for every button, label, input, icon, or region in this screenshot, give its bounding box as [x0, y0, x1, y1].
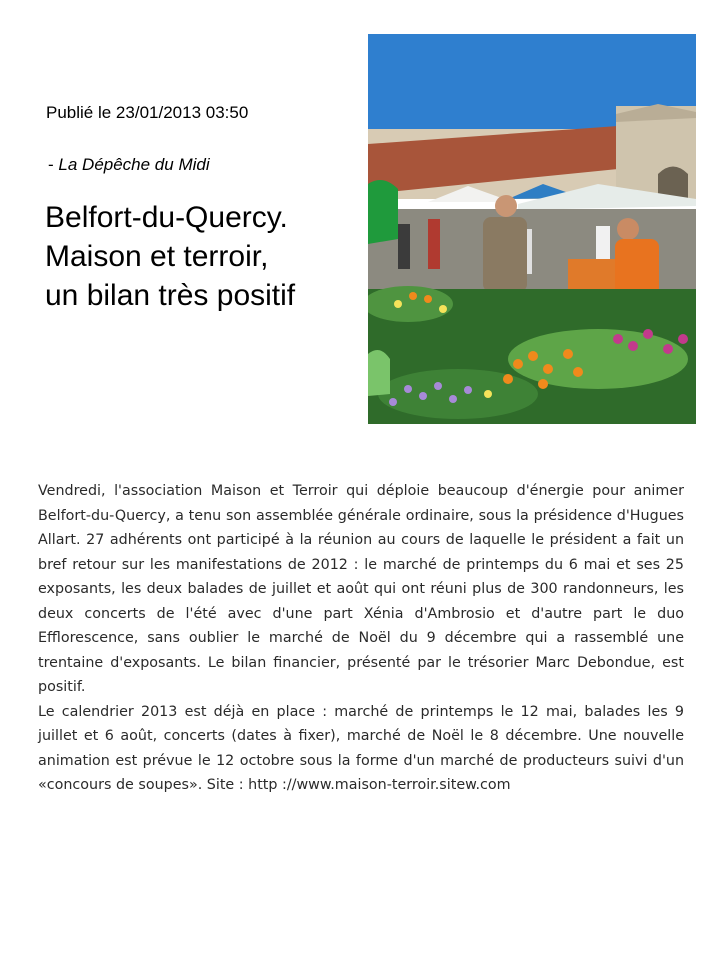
- source-line: [48, 155, 210, 175]
- headline-line-1: Belfort-du-Quercy.: [45, 201, 288, 234]
- article-body: [38, 479, 684, 798]
- article-paragraph-1: Vendredi, l'association Maison et Terroir qui déploie beaucoup d'énergie pour animer Belfort-du-Quercy, a tenu son assemblée générale ordinaire, sous la présidence d'Hugues Allart. 27 adhérents ont participé à la réunion au cours de laquelle le président a fait un bref retour sur les manifestations de 2012 : le marché de printemps du 6 mai et ses 25 exposants, les deux balades de juillet et août qui ont réuni plus de 300 randonneurs, les deux concerts de l'été avec d'une part Xénia d'Ambrosio et d'autre part le duo Efflorescence, sans oublier le marché de Noël du 9 décembre qui a rassemblé une trentaine d'exposants. Le bilan financier, présenté par le trésorier Marc Debondue, est positif.: [38, 483, 684, 695]
- photo-man-head: [495, 195, 517, 217]
- headline-line-3: un bilan très positif: [45, 279, 296, 312]
- source-name: La Dépêche du Midi: [58, 155, 210, 174]
- photo-green-bag: [368, 180, 398, 244]
- photo-man-shirt: [483, 217, 527, 292]
- photo-green-bag-lower: [368, 350, 390, 396]
- market-photo: [368, 34, 696, 424]
- photo-orange-man-head: [617, 218, 639, 240]
- headline-line-2: Maison et terroir,: [45, 240, 269, 273]
- source-dash: -: [48, 155, 54, 174]
- article-paragraph-2: Le calendrier 2013 est déjà en place : marché de printemps le 12 mai, balades les 9 juillet et 6 août, concerts (dates à fixer), marché de Noël le 8 décembre. Une nouvelle animation est prévue le 12 octobre sous la forme d'un marché de producteurs suivi d'un «concours de soupes». Site : http ://www.maison-terroir.sitew.com: [38, 703, 684, 793]
- publication-date: Publié le 23/01/2013 03:50: [46, 103, 249, 122]
- article-headline: [45, 198, 365, 315]
- market-photo-illustration: [368, 34, 696, 424]
